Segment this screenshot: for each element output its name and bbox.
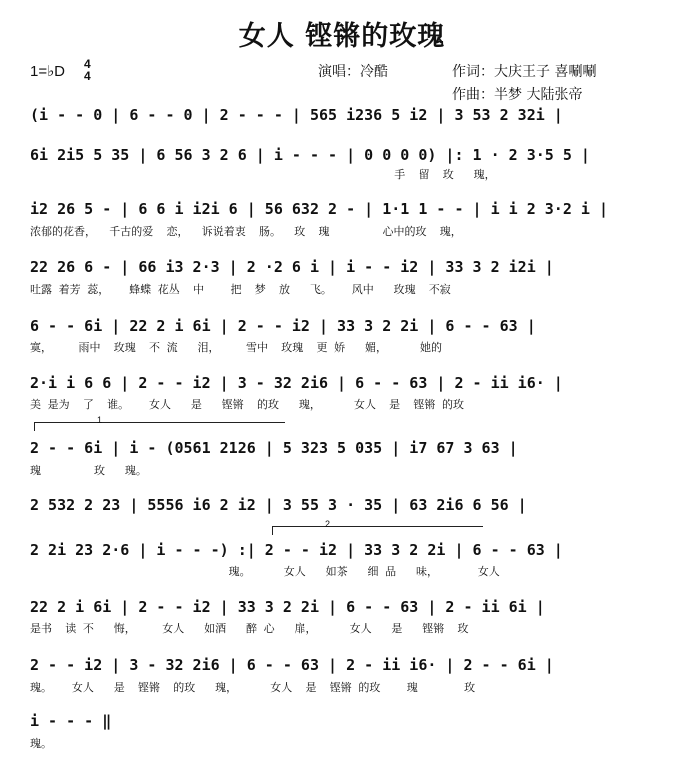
score-row-notes: 6 - - 6i | 22 2 i 6i | 2 - - i2 | 33 3 2 2i | 6 - - 63 | [30,317,536,335]
volta-2-label: 2 [325,519,331,529]
score-row-notes: i2 26 5 - | 6 6 i i2i 6 | 56 632 2 - | 1·1 1 - - | i i 2 3·2 i | [30,200,608,218]
score-row-notes: 22 26 6 - | 66 i3 2·3 | 2 ·2 6 i | i - - i2 | 33 3 2 i2i | [30,258,554,276]
volta-bracket-1 [34,422,285,431]
score-row-lyrics: 瑰。 女人 是 铿锵 的玫 瑰， 女人 是 铿锵 的玫 瑰 玫 [30,681,476,694]
score-row-lyrics: 浓郁的花香， 千古的爱 恋， 诉说着衷 肠。 玫 瑰 心中的玫 瑰， [30,225,462,238]
score-row-lyrics: 瑰 玫 瑰。 [30,464,147,477]
score-row-lyrics: 手 留 玫 瑰， [30,168,496,181]
score-row-lyrics: 瑰。 女人 如茶 细 品 味， 女人 [30,565,500,578]
score-row-lyrics: 吐露 着芳 蕊， 蜂蝶 花丛 中 把 梦 放 飞。 风中 玫瑰 不寂 [30,283,451,296]
key-signature: 1=♭D [30,63,66,80]
song-title: 女人 铿锵的玫瑰 [238,21,446,52]
score-row-notes: 6i 2i5 5 35 | 6 56 3 2 6 | i - - - | 0 0 0 0) |: 1 · 2 3·5 5 | [30,146,590,164]
singer-credit: 演唱：冷酷 [318,64,388,80]
score-row-lyrics: 寞， 雨中 玫瑰 不 流 泪， 雪中 玫瑰 更 娇 媚， 她的 [30,341,443,354]
score-row-notes: 2·i i 6 6 | 2 - - i2 | 3 - 32 2i6 | 6 - - 63 | 2 - ii i6· | [30,374,563,392]
time-signature-bottom: 4 [84,69,91,83]
score-row-notes: 2 - - 6i | i - (0561 2126 | 5 323 5 035 | i7 67 3 63 | [30,439,518,457]
score-row-notes: 2 - - i2 | 3 - 32 2i6 | 6 - - 63 | 2 - ii i6· | 2 - - 6i | [30,656,554,674]
score-row-notes: 2 532 2 23 | 5556 i6 2 i2 | 3 55 3 · 35 | 63 2i6 6 56 | [30,496,527,514]
score-row-lyrics: 瑰。 [30,737,52,750]
score-row-lyrics: 是书 读 不 悔， 女人 如酒 醉 心 扉， 女人 是 铿锵 玫 [30,622,469,635]
time-signature-top: 4 [84,57,91,71]
volta-1-label: 1 [97,415,103,425]
score-row-notes: i - - - ‖ [30,712,112,730]
score-row-notes: 2 2i 23 2·6 | i - - -) :| 2 - - i2 | 33 3 2 2i | 6 - - 63 | [30,541,563,559]
score-row-notes: 22 2 i 6i | 2 - - i2 | 33 3 2 2i | 6 - - 63 | 2 - ii 6i | [30,598,545,616]
lyricist-credit: 作词：大庆王子 喜唰唰 [452,64,597,80]
composer-credit: 作曲：半梦 大陆张帝 [452,87,583,103]
time-signature [84,58,91,82]
volta-bracket-2 [272,526,483,535]
score-row-lyrics: 美 是为 了 谁。 女人 是 铿锵 的玫 瑰， 女人 是 铿锵 的玫 [30,398,465,411]
score-row-notes: (i - - 0 | 6 - - 0 | 2 - - - | 565 i236 5 i2 | 3 53 2 32i | [30,106,563,124]
